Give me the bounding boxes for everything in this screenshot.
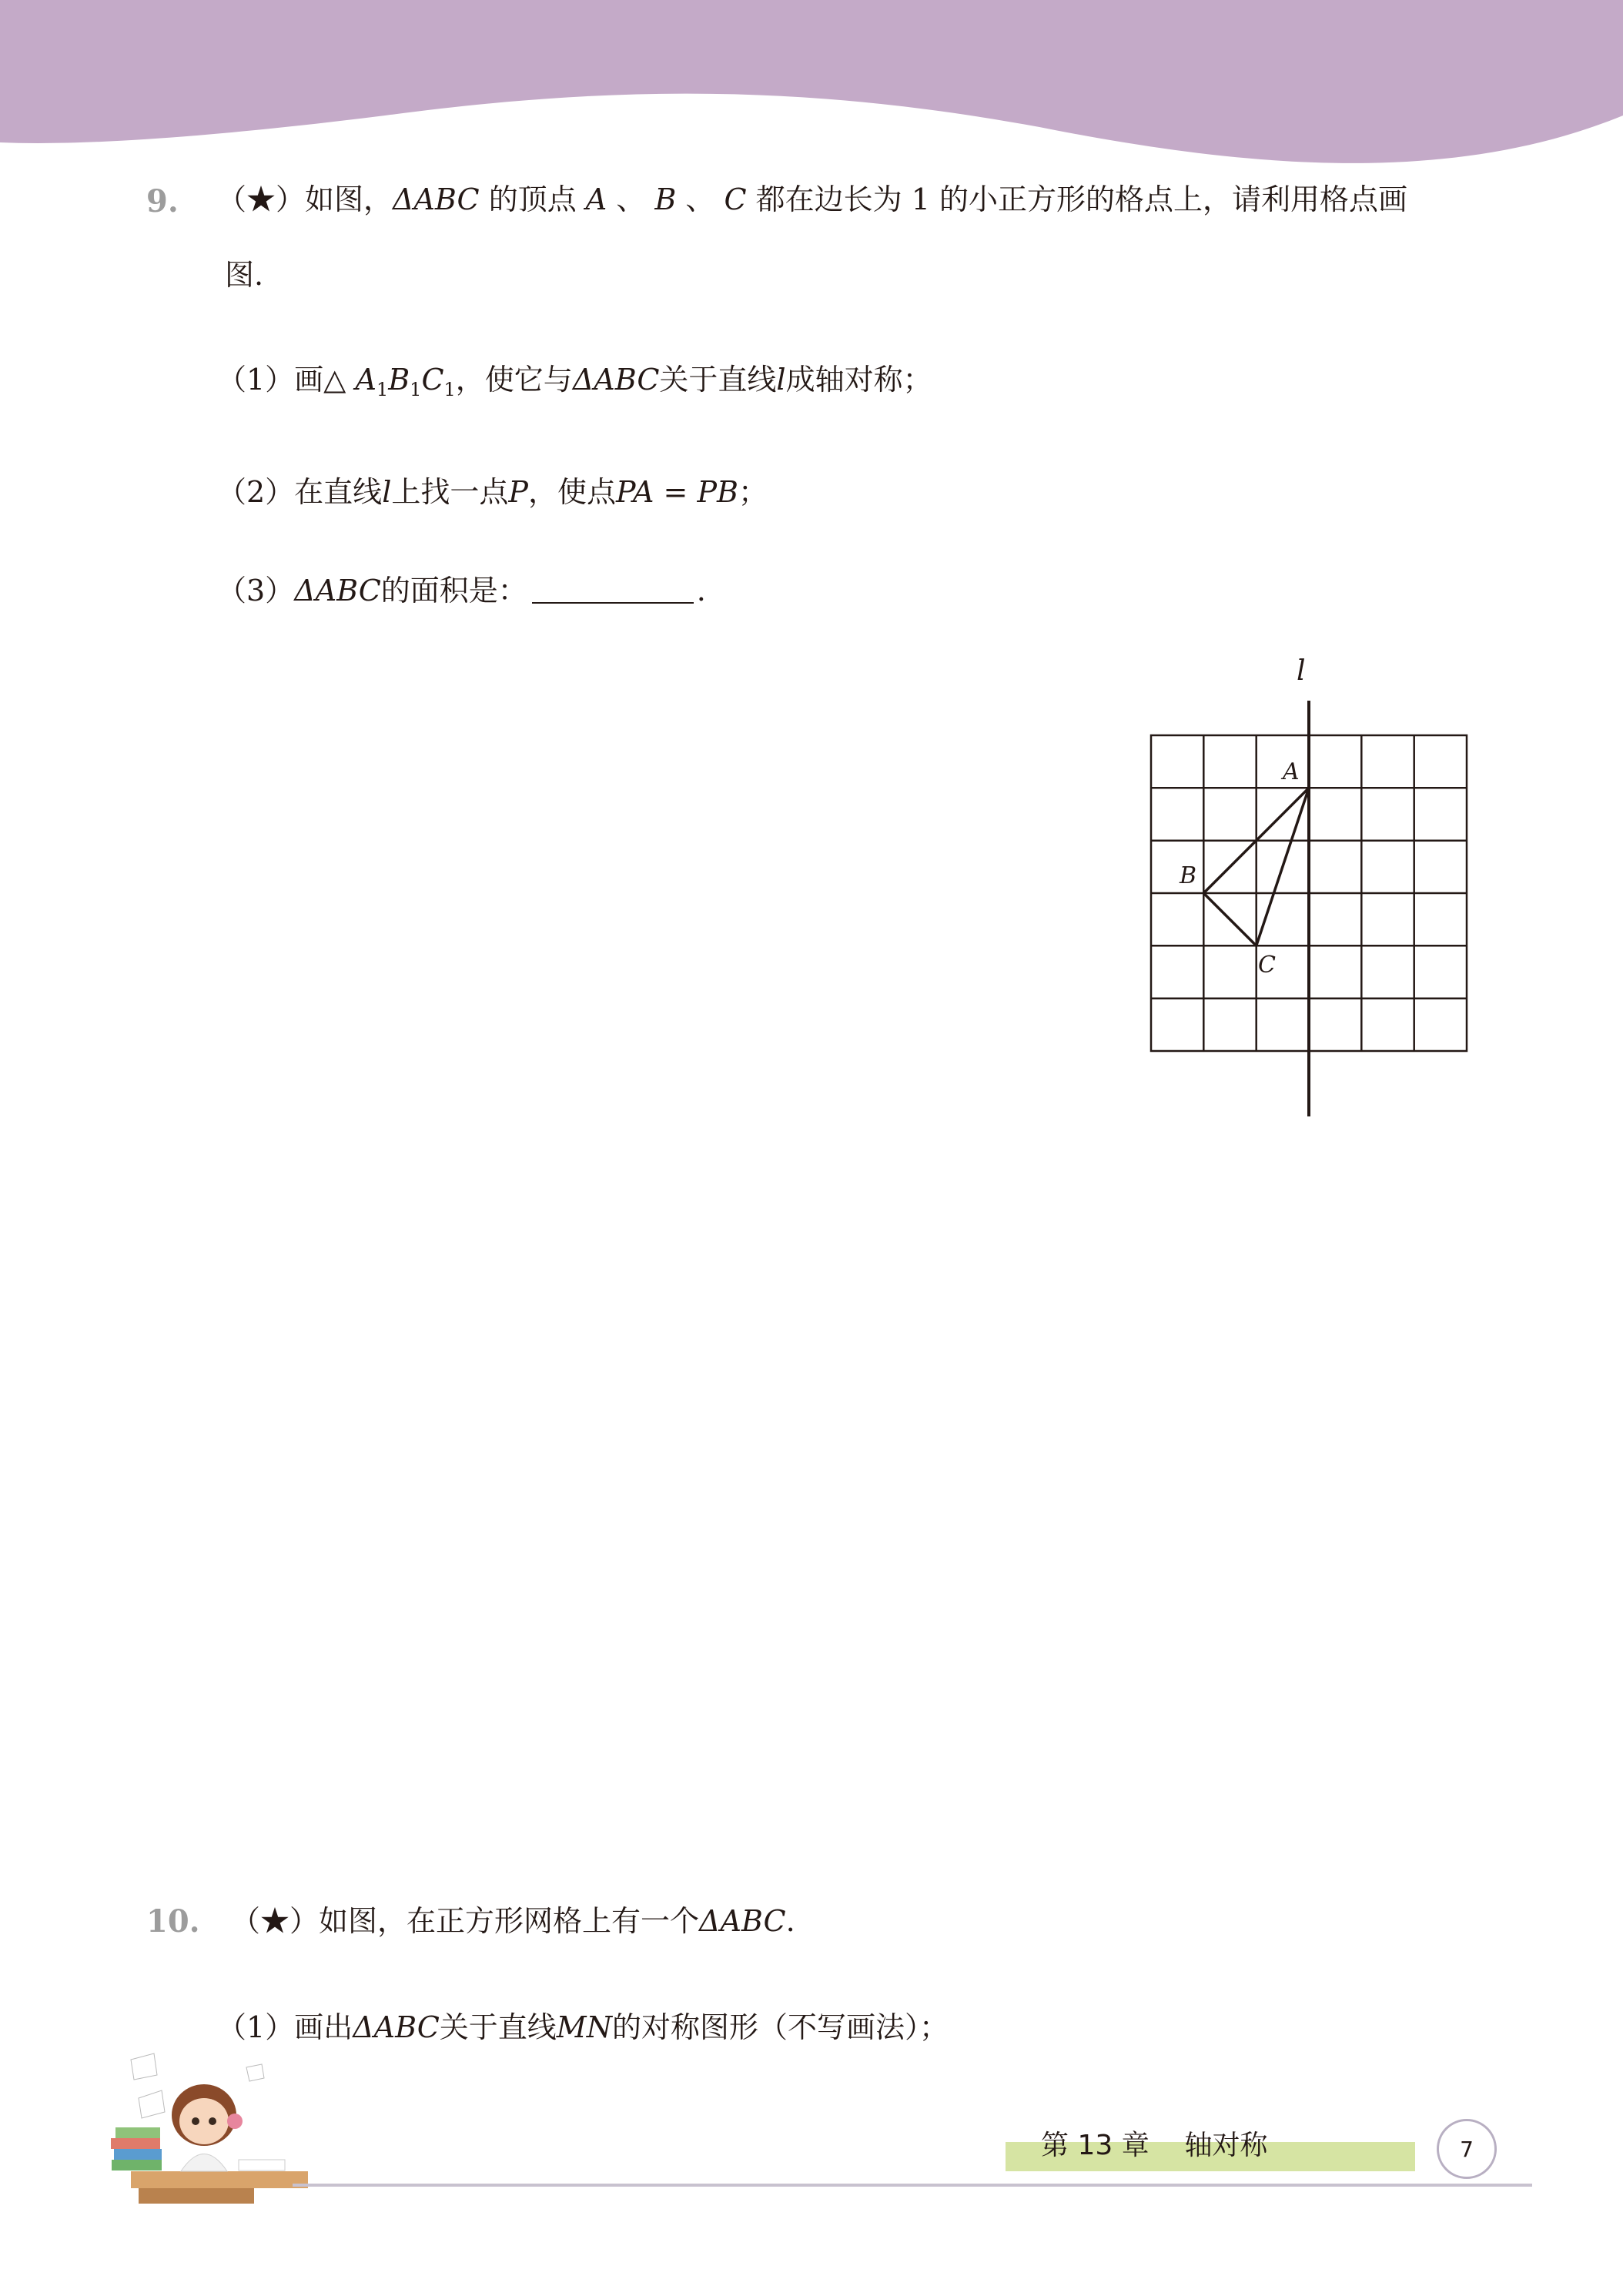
answer-blank[interactable] [532, 576, 694, 604]
line-l: l [382, 475, 392, 509]
question-9-line-1 [217, 182, 1408, 216]
page-number [1437, 2119, 1497, 2179]
q9-p1-text: 关于直线 [659, 363, 777, 397]
vertex-c1: C [421, 363, 444, 397]
question-10-line-1 [231, 1906, 795, 1936]
eye [192, 2117, 199, 2125]
footer-rule [293, 2184, 1532, 2187]
q9-text: 、 [607, 182, 655, 216]
q10-p1-text: （1）画出 [217, 2010, 353, 2044]
body [181, 2154, 227, 2172]
vertex-a: A [585, 182, 607, 216]
line-l: l [776, 363, 786, 397]
grid-figure [1132, 651, 1494, 1128]
q10-text: . [785, 1904, 795, 1938]
flying-paper [131, 2053, 157, 2080]
headphone [227, 2114, 243, 2129]
paper [239, 2160, 285, 2170]
q9-p2-text: ； [738, 475, 768, 509]
equation-pa-pb: PA = PB [615, 475, 738, 509]
q9-p3-text: （3） [217, 574, 295, 607]
vertex-c: C [724, 182, 747, 216]
vertex-b1: B [388, 363, 410, 397]
q9-text: 都在边长为 1 的小正方形的格点上，请利用格点画 [746, 182, 1408, 216]
vertex-b: B [654, 182, 677, 216]
q10-p1-text: 关于直线 [439, 2010, 557, 2044]
question-9-line-2: 图. [225, 258, 264, 292]
point-p: P [508, 475, 528, 509]
flying-paper [246, 2064, 264, 2081]
q9-p3-text: . [696, 574, 706, 607]
q9-p1-text: ，使它与 [455, 363, 573, 397]
question-9-part-2 [217, 477, 768, 507]
q9-p3-text: 的面积是： [380, 574, 527, 607]
question-9-part-1 [217, 365, 932, 399]
question-9-number: 9. [146, 183, 179, 219]
banner-wave [0, 0, 1623, 163]
triangle-abc: ΔABC [393, 182, 480, 216]
face [179, 2098, 229, 2144]
student-mascot-illustration [108, 2044, 323, 2206]
question-10-part-1 [217, 2010, 949, 2044]
q9-p2-text: 上找一点 [391, 475, 509, 509]
q9-p1-text: 成轴对称； [785, 363, 932, 397]
q9-p1-text: （1）画△ [217, 363, 356, 397]
subscript: 1 [376, 379, 389, 400]
flying-paper [139, 2090, 165, 2118]
q10-p1-text: 的对称图形（不写画法）； [611, 2010, 949, 2044]
desk [131, 2171, 308, 2188]
q9-p2-text: ，使点 [527, 475, 616, 509]
q10-text: （★）如图，在正方形网格上有一个 [231, 1904, 700, 1938]
subscript: 1 [443, 379, 456, 400]
line-mn: MN [556, 2010, 612, 2044]
q9-text: 、 [676, 182, 724, 216]
book [115, 2127, 160, 2138]
q9-text: （★）如图， [217, 182, 393, 216]
question-10-number: 10. [146, 1903, 200, 1940]
eye [209, 2117, 216, 2125]
footer-chapter-title: 第 13 章 轴对称 [1041, 2130, 1268, 2161]
q9-text: 的顶点 [479, 182, 586, 216]
label-a: A [1283, 758, 1300, 785]
vertex-a1: A [355, 363, 376, 397]
question-9-part-3 [217, 576, 706, 605]
header-banner [0, 0, 1623, 177]
label-b: B [1180, 862, 1197, 889]
book [111, 2138, 160, 2149]
book [112, 2160, 162, 2170]
q9-p2-text: （2）在直线 [217, 475, 383, 509]
label-line-l: l [1297, 655, 1306, 687]
triangle-abc: ΔABC [572, 363, 660, 397]
page-number-text: 7 [1460, 2136, 1474, 2162]
book [114, 2149, 162, 2160]
label-c: C [1258, 952, 1276, 979]
triangle-abc: ΔABC [294, 574, 381, 607]
triangle-abc: ΔABC [699, 1904, 786, 1938]
triangle-abc: ΔABC [353, 2010, 440, 2044]
subscript: 1 [410, 379, 422, 400]
desk-side [139, 2188, 254, 2204]
